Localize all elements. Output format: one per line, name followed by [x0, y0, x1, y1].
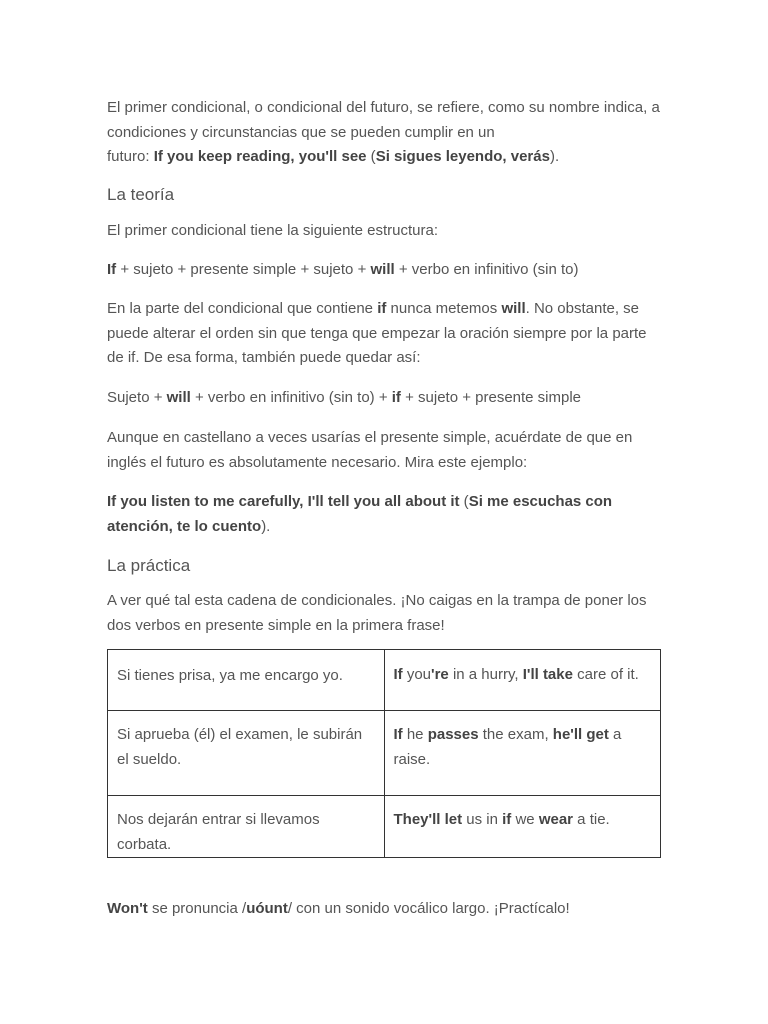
formula-text: + verbo en infinitivo (sin to)	[394, 261, 579, 278]
order-note-paragraph	[107, 297, 667, 371]
plain-phrase: a raise.	[393, 726, 622, 768]
plain-phrase: care of it.	[572, 666, 639, 683]
table-row	[108, 796, 661, 858]
paren-open: (	[459, 493, 469, 510]
plain-phrase: us in	[462, 811, 503, 828]
listen-example-es: Si me escuchas con atención, te lo cuento	[107, 493, 613, 535]
plain-phrase: in a hurry,	[448, 666, 523, 683]
plain-phrase: you	[402, 666, 432, 683]
paren-close: ).	[261, 517, 271, 535]
english-cell	[384, 650, 661, 711]
spanish-cell: Si aprueba (él) el examen, le subirán el sueldo.	[108, 711, 385, 796]
plain-phrase: he	[402, 726, 428, 743]
formula-keyword-will: will	[166, 389, 191, 406]
formula-keyword-if: If	[107, 261, 117, 278]
formula-text: Sujeto +	[107, 389, 167, 406]
intro-paragraph	[107, 96, 667, 170]
bold-phrase: I'll take	[522, 666, 573, 683]
plain-phrase: we	[511, 811, 539, 828]
practice-intro: A ver qué tal esta cadena de condicionales. ¡No caigas en la trampa de poner los dos verbos en presente simple en la primera frase!	[107, 592, 647, 634]
formula-if-first	[107, 258, 667, 283]
pronunciation-text: / con un sonido vocálico largo. ¡Practícalo!	[287, 900, 570, 917]
english-cell	[384, 796, 661, 858]
table-row	[108, 711, 661, 796]
formula-keyword-will: will	[370, 261, 395, 278]
translation-table	[107, 649, 661, 858]
formula-if-second	[107, 386, 667, 411]
bold-phrase: passes	[427, 726, 479, 743]
english-cell	[384, 711, 661, 796]
intro-example-en: If you keep reading, you'll see	[153, 148, 367, 165]
pronunciation-note	[107, 897, 667, 922]
pronunciation-phonetic: uóunt	[246, 900, 288, 917]
plain-phrase: a tie.	[573, 811, 610, 828]
plain-phrase: the exam,	[478, 726, 553, 743]
practice-heading: La práctica	[107, 556, 191, 575]
bold-phrase: They'll let	[393, 811, 463, 828]
paren-close: ).	[549, 148, 560, 165]
note-keyword-if: if	[377, 300, 387, 317]
bold-phrase: if	[502, 811, 512, 828]
spanish-cell: Nos dejarán entrar si llevamos corbata.	[108, 796, 385, 858]
intro-future-label: futuro:	[107, 148, 154, 165]
note-text: nunca metemos	[386, 300, 502, 317]
note-text: En la parte del condicional que contiene	[107, 300, 378, 317]
note-keyword-will: will	[501, 300, 526, 317]
future-warning-paragraph: Aunque en castellano a veces usarías el presente simple, acuérdate de que en inglés el futuro es absolutamente necesario. Mira este ejemplo:	[107, 429, 633, 471]
structure-intro: El primer condicional tiene la siguiente estructura:	[107, 222, 439, 239]
intro-example-es: Si sigues leyendo, verás	[375, 148, 550, 165]
bold-phrase: 're	[431, 666, 449, 683]
bold-phrase: wear	[538, 811, 574, 828]
spanish-cell: Si tienes prisa, ya me encargo yo.	[108, 650, 385, 711]
pronunciation-keyword: Won't	[107, 900, 148, 917]
pronunciation-text: se pronuncia /	[147, 900, 247, 917]
formula-text: + sujeto + presente simple	[400, 389, 582, 406]
paren-open: (	[366, 148, 376, 165]
bold-phrase: he'll get	[552, 726, 609, 743]
bold-phrase: If	[393, 726, 403, 743]
intro-text: El primer condicional, o condicional del futuro, se refiere, como su nombre indica, a condiciones y circunstancias que se pueden cumplir en un	[107, 99, 660, 141]
formula-keyword-if: if	[391, 389, 401, 406]
formula-text: + sujeto + presente simple + sujeto +	[116, 261, 371, 278]
table-row	[108, 650, 661, 711]
formula-text: + verbo en infinitivo (sin to) +	[190, 389, 392, 406]
bold-phrase: If	[393, 666, 403, 683]
note-text: . No obstante, se puede alterar el orden sin que tenga que empezar la oración siempre por la parte de if. De esa forma, también puede quedar así:	[107, 300, 647, 366]
theory-heading: La teoría	[107, 185, 175, 204]
listen-example-en: If you listen to me carefully, I'll tell you all about it	[107, 493, 460, 510]
listen-example-paragraph	[107, 490, 667, 539]
